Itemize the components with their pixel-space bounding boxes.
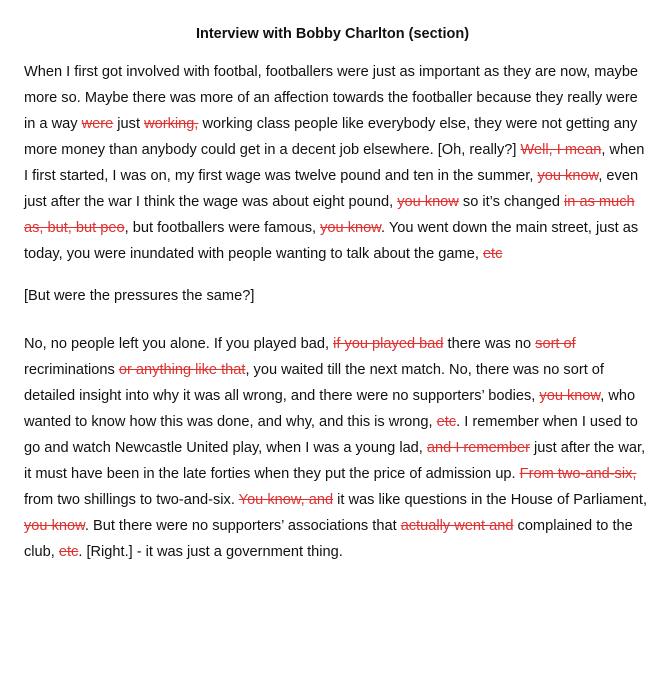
text-segment: recriminations	[24, 362, 119, 378]
paragraph-2	[24, 283, 649, 309]
text-segment: , when I first started, I was on, my first wage was twelve pound and ten in the summer,	[24, 142, 645, 184]
text-segment: just	[113, 116, 145, 132]
text-segment: . I remember when I used to go and watch Newcastle United play, when I was a young lad,	[24, 414, 638, 456]
deleted-text: working,	[144, 116, 199, 132]
text-segment: No, no people left you alone. If you played bad,	[24, 336, 334, 352]
document-title: Interview with Bobby Charlton (section)	[195, 26, 470, 42]
deleted-text: or anything like that	[118, 362, 246, 378]
deleted-text: etc	[482, 246, 503, 262]
text-segment: When I first got involved with footbal, footballers were just as important as they are now, maybe more so. Maybe there was more of an affection towards the footballer because they really were in a way	[24, 64, 639, 132]
deleted-text: sort of	[535, 336, 576, 352]
deleted-text: actually went and	[400, 518, 514, 534]
text-segment: . You went down the main street, just as today, you were inundated with people wanting to talk about the game,	[24, 220, 639, 262]
text-segment: working class people like everybody else, they were not getting any more money than anybody could get in a decent job elsewhere. [Oh, really?]	[24, 116, 638, 158]
deleted-text: you know	[24, 518, 85, 534]
deleted-text: From two-and-six,	[519, 466, 637, 482]
text-segment: just after the war, it must have been in the late forties when they put the price of admission up.	[24, 440, 646, 482]
deleted-text: you know	[539, 388, 601, 404]
text-segment: . [Right.] - it was just a government thing.	[78, 544, 343, 560]
text-segment: [But were the pressures the same?]	[24, 288, 255, 304]
deleted-text: and I remember	[426, 440, 530, 456]
text-segment: , who wanted to know how this was done, and why, and this is wrong,	[24, 388, 636, 430]
text-segment: it was like questions in the House of Parliament,	[333, 492, 648, 508]
paragraph-1	[24, 59, 649, 267]
text-segment: . But there were no supporters’ associations that	[84, 518, 401, 534]
deleted-text: Well, I mean	[520, 142, 602, 158]
text-segment: , but footballers were famous,	[124, 220, 321, 236]
deleted-text: You know, and	[238, 492, 334, 508]
paragraph-3	[24, 331, 649, 565]
deleted-text: etc	[436, 414, 457, 430]
deleted-text: you know	[397, 194, 459, 210]
text-segment: from two shillings to two-and-six.	[24, 492, 239, 508]
deleted-text: in as much as, but, but peo	[24, 194, 635, 236]
deleted-text: were	[81, 116, 114, 132]
text-segment: , you waited till the next match. No, there was no sort of detailed insight into why it was all wrong, and there were no supporters’ bodies,	[24, 362, 604, 404]
deleted-text: you know	[537, 168, 599, 184]
deleted-text: if you played bad	[333, 336, 444, 352]
text-segment: there was no	[443, 336, 536, 352]
deleted-text: etc	[58, 544, 79, 560]
document-page	[24, 0, 649, 565]
deleted-text: you know	[320, 220, 381, 236]
text-segment: , even just after the war I think the wage was about eight pound,	[24, 168, 639, 210]
text-segment: complained to the club,	[24, 518, 633, 560]
text-segment: so it’s changed	[458, 194, 565, 210]
